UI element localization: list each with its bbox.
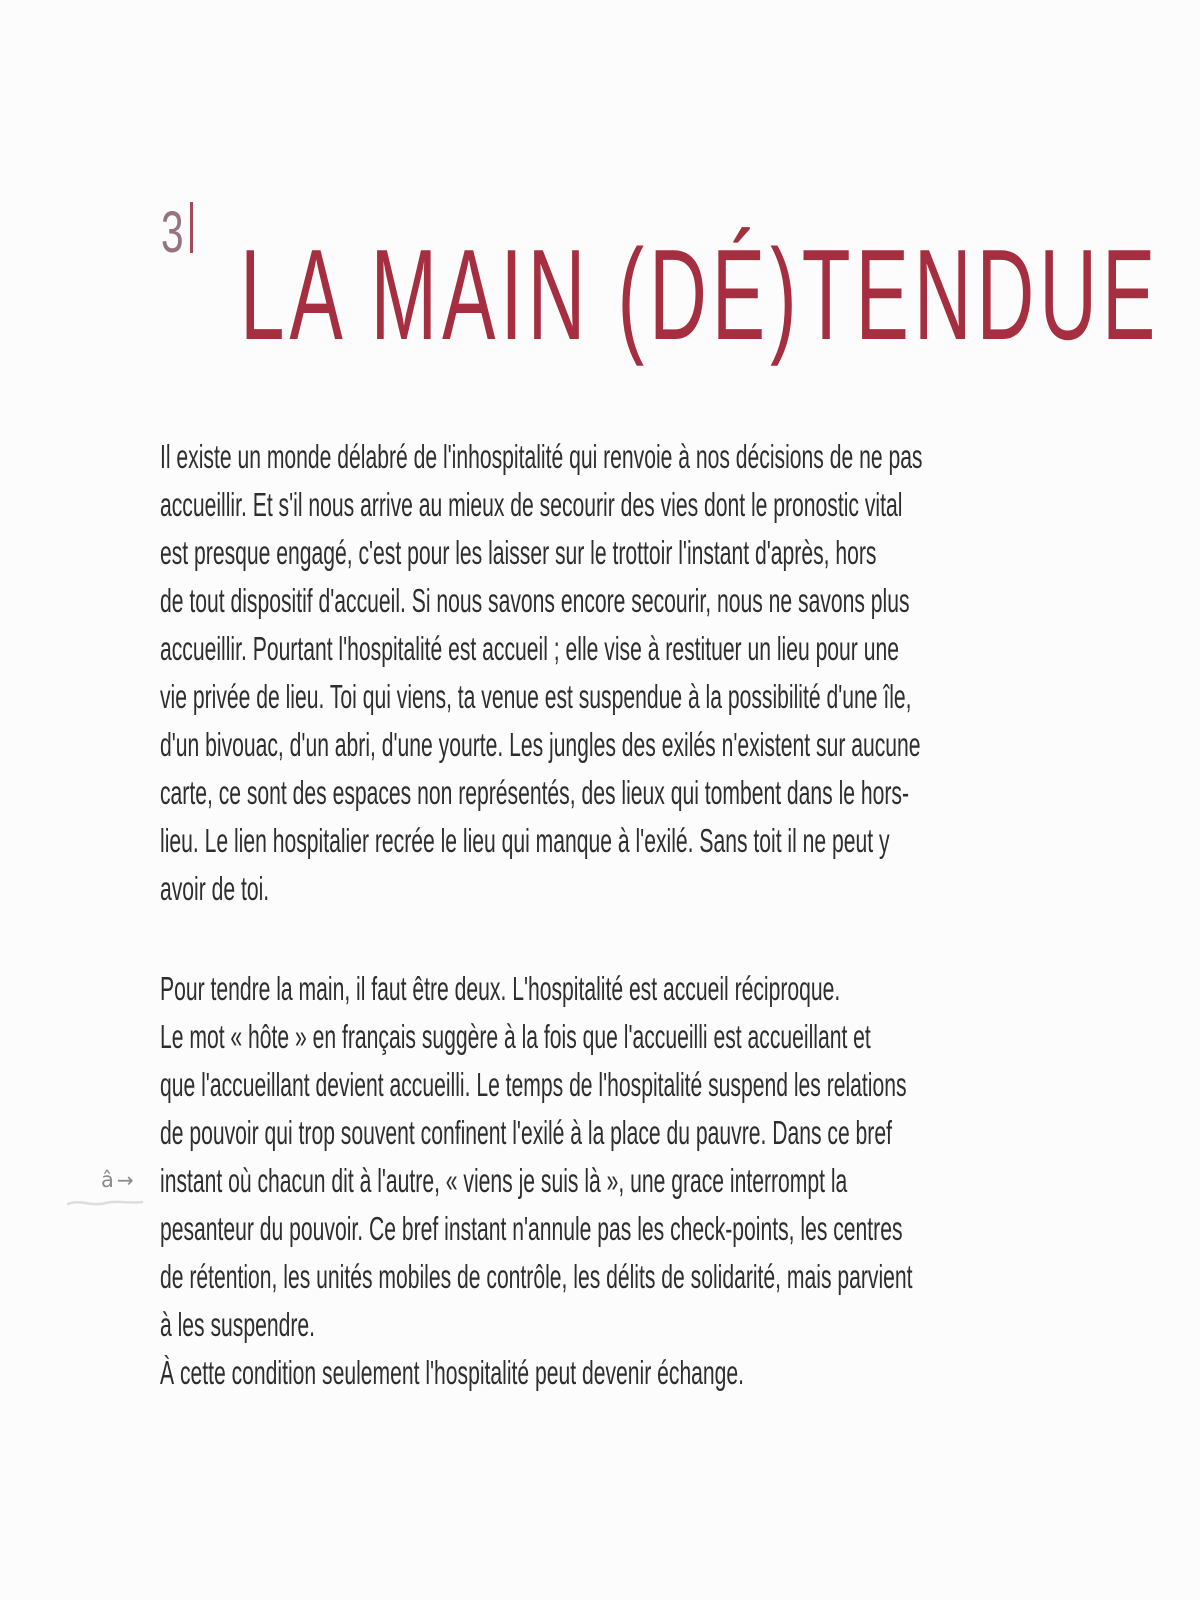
arrow-right-icon: →	[116, 1168, 137, 1192]
text-line: de pouvoir qui trop souvent confinent l'exilé à la place du pauvre. Dans ce bref	[160, 1114, 892, 1151]
chapter-number: 3	[161, 200, 184, 265]
pencil-squiggle-path	[68, 1202, 142, 1204]
text-line: carte, ce sont des espaces non représentés, des lieux qui tombent dans le hors-	[160, 774, 910, 811]
text-line: Il existe un monde délabré de l'inhospitalité qui renvoie à nos décisions de ne pas	[160, 438, 923, 475]
text-line: avoir de toi.	[160, 870, 270, 907]
text-line: Pour tendre la main, il faut être deux. L'hospitalité est accueil réciproque.	[160, 970, 841, 1007]
text-line: pesanteur du pouvoir. Ce bref instant n'annule pas les check-points, les centres	[160, 1210, 903, 1247]
text-line: lieu. Le lien hospitalier recrée le lieu qui manque à l'exilé. Sans toit il ne peut y	[160, 822, 890, 859]
text-line: À cette condition seulement l'hospitalité peut devenir échange.	[160, 1354, 745, 1391]
margin-annotation-text: â	[101, 1168, 117, 1192]
margin-annotation	[101, 1170, 137, 1191]
paragraph	[160, 433, 1120, 913]
text-line: Le mot « hôte » en français suggère à la fois que l'accueilli est accueillant et	[160, 1018, 871, 1055]
pencil-squiggle-mark	[66, 1196, 146, 1210]
body-text-column	[160, 433, 1120, 1397]
text-line: vie privée de lieu. Toi qui viens, ta venue est suspendue à la possibilité d'une île,	[160, 678, 912, 715]
text-line: que l'accueillant devient accueilli. Le temps de l'hospitalité suspend les relations	[160, 1066, 907, 1103]
text-line: de rétention, les unités mobiles de contrôle, les délits de solidarité, mais parvient	[160, 1258, 913, 1295]
text-line: de tout dispositif d'accueil. Si nous savons encore secourir, nous ne savons plus	[160, 582, 910, 619]
text-line: instant où chacun dit à l'autre, « viens je suis là », une grace interrompt la	[160, 1162, 848, 1199]
text-line: est presque engagé, c'est pour les laisser sur le trottoir l'instant d'après, hors	[160, 534, 877, 571]
chapter-divider-bar	[190, 202, 193, 253]
chapter-title: LA MAIN (DÉ)TENDUE	[240, 223, 1161, 368]
text-line: accueillir. Et s'il nous arrive au mieux de secourir des vies dont le pronostic vital	[160, 486, 903, 523]
paragraph	[160, 965, 1120, 1397]
text-line: d'un bivouac, d'un abri, d'une yourte. Les jungles des exilés n'existent sur aucune	[160, 726, 921, 763]
text-line: accueillir. Pourtant l'hospitalité est accueil ; elle vise à restituer un lieu pour une	[160, 630, 899, 667]
text-line: à les suspendre.	[160, 1306, 315, 1343]
